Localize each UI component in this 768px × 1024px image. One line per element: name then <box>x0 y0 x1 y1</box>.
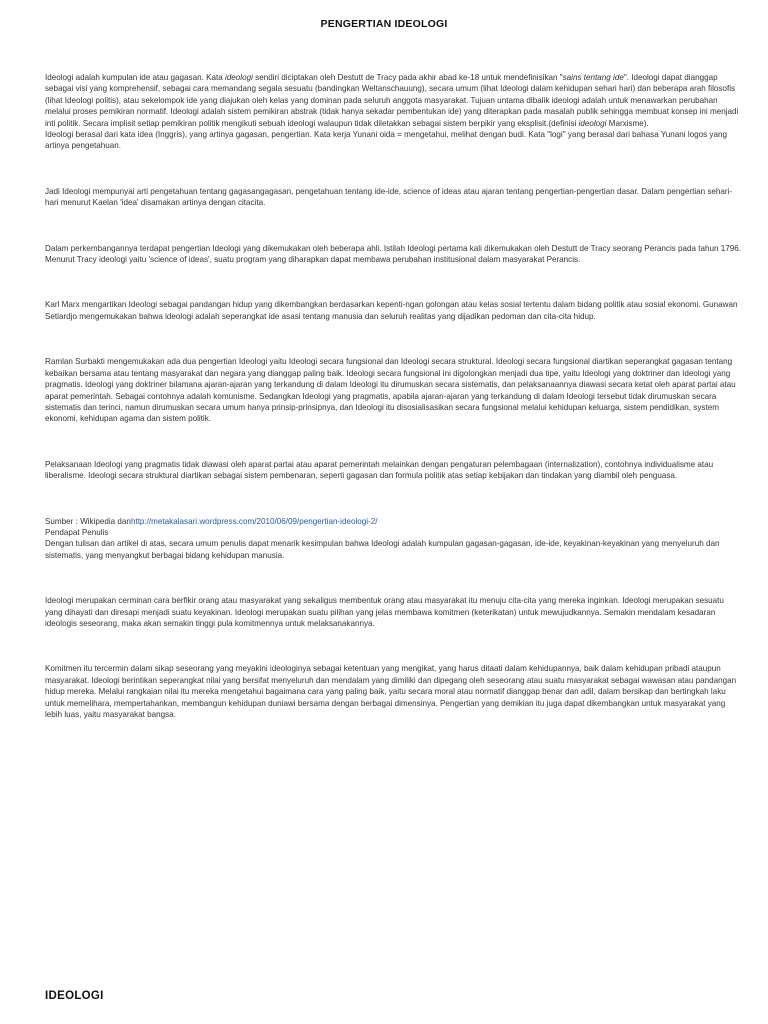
author-heading: Pendapat Penulis <box>45 527 109 537</box>
paragraph-conclusion: Dengan tulisan dan artikel di atas, secara umum penulis dapat menarik kesimpulan bahwa Ideologi adalah kumpulan gagasan-gagasan, ide-ide, keyakinan-keyakinan yang menyeluruh dan sistematis, yang menyangkut berbagai bidang kehidupan manusia. <box>45 539 720 560</box>
text-run: Marxisme). <box>606 118 649 128</box>
paragraph-karl-marx: Karl Marx mengartikan Ideologi sebagai pandangan hidup yang dikembangkan berdasarkan kepenti-ngan golongan atau kelas sosial tertentu dalam bidang politik atau sosial ekonomi. Gunawan Setiardjo mengemukakan bahwa ideologi adalah seperangkat ide asasi tentang manusia dan seluruh realitas yang dijadikan pedoman dan cita-cita hidup. <box>45 300 738 321</box>
paragraph-meaning: Jadi Ideologi mempunyai arti pengetahuan tentang gagasangagasan, pengetahuan tentang ide-ide, science of ideas atau ajaran tentang pengertian-pengertian dasar. Dalam pengertian sehari-hari menurut Kaelan 'idea' disamakan artinya dengan citacita. <box>45 186 733 208</box>
text-run-italic: ideologi <box>578 118 607 128</box>
text-run: Ideologi adalah kumpulan ide atau gagasan. Kata <box>45 73 225 82</box>
text-run: ". Ideologi dapat dianggap sebagai visi yang komprehensif, sebagai cara memandang segala sesuatu (bandingkan Weltanschauung), secara umum (lihat Ideologi dalam kehidupan sehari hari) dan beberapa arah filosofis (lihat Ideologi politis), atau sekelompok ide yang diajukan oleh kelas yang dominan pada seluruh anggota masyarakat. Tujuan untama dibalik ideologi adalah untuk menawarkan perubahan melalui proses pemikiran normatif. Ideologi adalah sistem pemikiran abstrak (tidak hanya sekadar pembentukan ide) yang diterapkan pada masalah publik sehingga membuat konsep ini menjadi inti politik. Secara implisit setiap pemikiran politik mengikuti sebuah ideologi walaupun tidak diletakkan sebagai sistem berpikir yang eksplisit.(definisi <box>45 73 739 128</box>
text-run-italic: ideologi <box>225 73 253 82</box>
source-line <box>45 516 743 527</box>
paragraph-intro <box>45 72 743 129</box>
paragraph-ramlan-surbakti: Ramlan Surbakti mengemukakan ada dua pengertian Ideologi yaitu Ideologi secara fungsional dan Ideologi secara struktural. Ideologi secara fungsional diartikan seperangkat gagasan tentang kebaikan bersama atau tentang masyarakat dan negara yang dianggap paling baik. Ideologi secara fungsional ini digolongkan menjadi dua tipe, yaitu Ideologi yang doktriner dan Ideologi yang pragmatis. Ideologi yang doktriner bilamana ajaran-ajaran yang terkandung di dalam Ideologi itu dirumuskan secara sistematis, dan pelaksanaannya diawasi secara ketat oleh aparat partai atau aparat pemerintah. Sebagai contohnya adalah komunisme. Sedangkan Ideologi yang pragmatis, apabila ajaran-ajaran yang terkandung di dalam Ideologi tersebut tidak dirumuskan secara sistematis dan terinci, namun dirumuskan secara umum hanya prinsip-prinsipnya, dan Ideologi itu disosialisasikan secara fungsional melalui kehidupan keluarga, sistem pendidikan, system ekonomi, kehidupan agama dan sistem politik. <box>45 357 736 424</box>
text-run: sendiri diciptakan oleh Destutt de Tracy pada akhir abad ke-18 untuk mendefinisikan " <box>252 73 563 82</box>
paragraph-development: Dalam perkembangannya terdapat pengertian Ideologi yang dikemukakan oleh beberapa ahli. Istilah Ideologi pertama kali dikemukakan oleh Destutt de Tracy seorang Perancis pada tahun 1796. Menurut Tracy ideologi yaitu 'science of ideas', suatu program yang diharapkan dapat membawa perubahan institusional dalam masyarakat Perancis. <box>45 243 742 265</box>
paragraph-reflection: Ideologi merupakan cerminan cara berfikir orang atau masyarakat yang sekaligus membentuk orang atau masyarakat itu menuju cita-cita yang mereka inginkan. Ideologi merupakan sesuatu yang dihayati dan diresapi menjadi suatu keyakinan. Ideologi merupakan suatu pilihan yang jelas membawa komitmen (keterikatan) untuk mewujudkannya. Semakin mendalam kesadaran ideologis seseorang, maka akan semakin tinggi pula komitmennya untuk melaksanakannya. <box>45 596 724 628</box>
page-title: PENGERTIAN IDEOLOGI <box>320 18 448 30</box>
paragraph-commitment: Komitmen itu tercermin dalam sikap seseorang yang meyakini ideologinya sebagai ketentuan yang mengikat, yang harus ditaati dalam kehidupannya, baik dalam kehidupan pribadi ataupun masyarakat. Ideologi berintikan seperangkat nilai yang bersifat menyeluruh dan mendalam yang dimiliki dan dipegang oleh seseorang atau suatu masyarakat sebagai wawasan atau pandangan hidup mereka. Melalui rangkaian nilai itu mereka mengetahui bagaimana cara yang paling baik, yaitu secara moral atau normatif dianggap benar dan adil, dalam bersikap dan bertingkah laku untuk memelihara, mempertahankan, membangun kehidupan duniawi bersama dengan berbagai dimensinya. Pengertian yang demikian itu juga dapat dikembangkan untuk masyarakat yang lebih luas, yaitu masyarakat bangsa. <box>45 664 737 719</box>
text-run-italic: sains tentang ide <box>562 73 624 82</box>
footer-title: IDEOLOGI <box>45 990 104 1002</box>
document-body <box>45 72 743 720</box>
paragraph-pragmatic: Pelaksanaan Ideologi yang pragmatis tidak diawasi oleh aparat partai atau aparat pemerintah melainkan dengan pengaturan pelembagaan (internalization), contohnya individualisme atau liberalisme. Ideologi secara struktural diartikan sebagai sistem pembenaran, seperti gagasan dan formula politik atas setiap kebijakan dan tindakan yang diambil oleh penguasa. <box>45 459 714 481</box>
paragraph-etymology: Ideologi berasal dari kata idea (Inggris), yang artinya gagasan, pengertian. Kata kerja Yunani oida = mengetahui, melihat dengan budi. Kata "logi" yang berasal dari bahasa Yunani logos yang artinya pengetahuan. <box>45 130 727 151</box>
source-link[interactable]: http://metakalasari.wordpress.com/2010/06/09/pengertian-ideologi-2/ <box>130 516 378 526</box>
source-label: Sumber : Wikipedia dan <box>45 516 131 526</box>
